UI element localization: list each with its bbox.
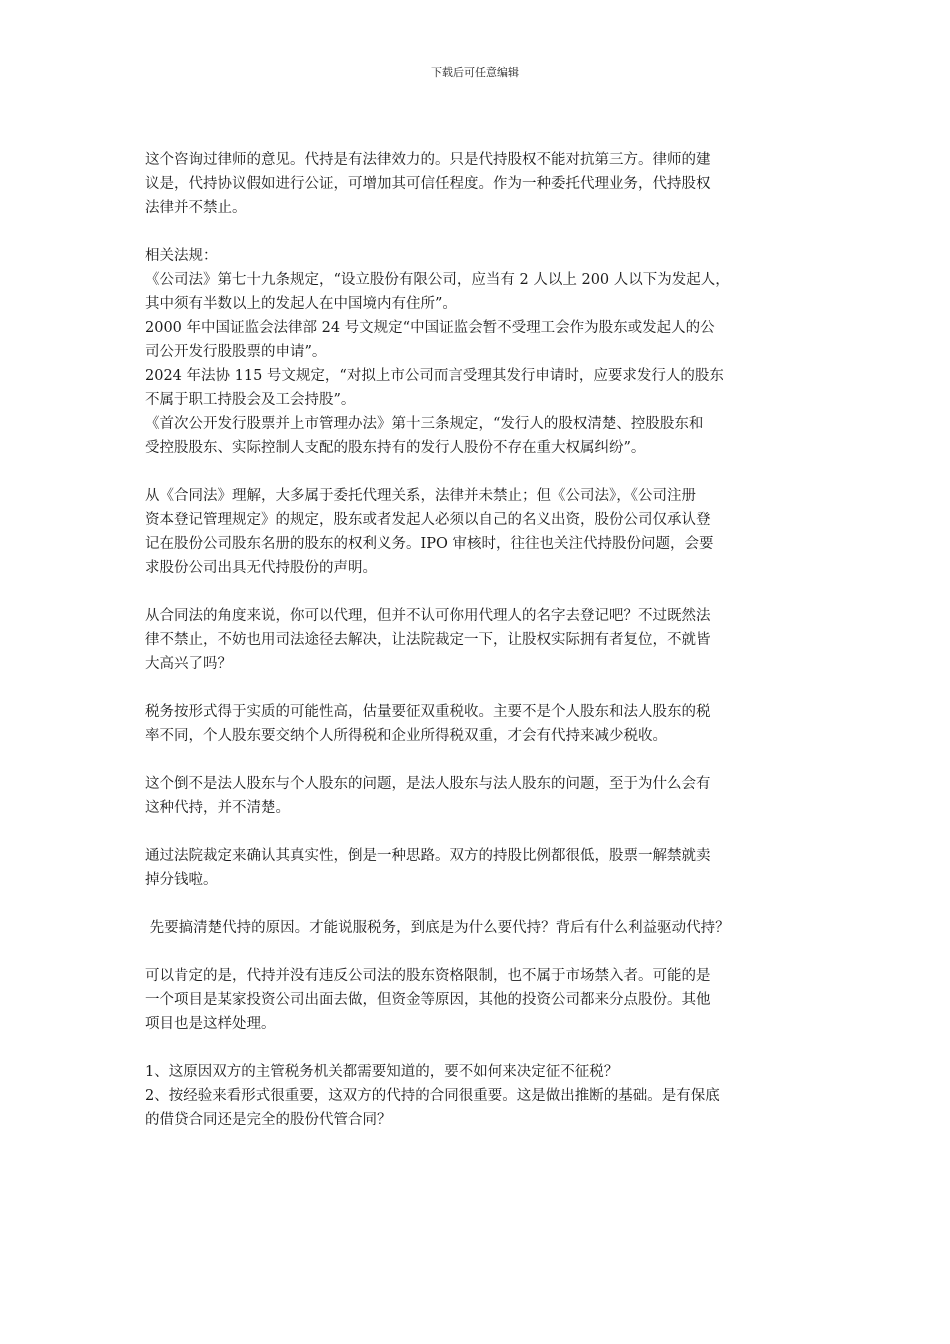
text-line: 从合同法的角度来说，你可以代理，但并不认可你用代理人的名字去登记吧？不过既然法 <box>145 608 711 624</box>
paragraph <box>145 844 815 892</box>
text-line: 这个咨询过律师的意见。代持是有法律效力的。只是代持股权不能对抗第三方。律师的建 <box>145 152 711 168</box>
text-line: 求股份公司出具无代持股份的声明。 <box>145 560 377 576</box>
text-line: 法律并不禁止。 <box>145 200 247 216</box>
text-line: 记在股份公司股东名册的股东的权利义务。IPO 审核时，往往也关注代持股份问题，会要 <box>145 536 714 552</box>
text-line: 议是，代持协议假如进行公证，可增加其可信任程度。作为一种委托代理业务，代持股权 <box>145 176 711 192</box>
paragraph <box>145 148 815 220</box>
text-line: 1、这原因双方的主管税务机关都需要知道的，要不如何来决定征不征税？ <box>145 1064 619 1080</box>
paragraph <box>145 964 815 1036</box>
text-line: 《首次公开发行股票并上市管理办法》第十三条规定，“发行人的股权清楚、控股股东和 <box>145 416 704 432</box>
text-line: 资本登记管理规定》的规定，股东或者发起人必须以自己的名义出资，股份公司仅承认登 <box>145 512 711 528</box>
text-line: 可以肯定的是，代持并没有违反公司法的股东资格限制，也不属于市场禁入者。可能的是 <box>145 968 711 984</box>
text-line: 2、按经验来看形式很重要，这双方的代持的合同很重要。这是做出推断的基础。是有保底 <box>145 1088 720 1104</box>
text-line: 司公开发行股股票的申请”。 <box>145 344 327 360</box>
text-line: 率不同，个人股东要交纳个人所得税和企业所得税双重，才会有代持来减少税收。 <box>145 728 667 744</box>
paragraph <box>145 484 815 580</box>
document-body <box>145 148 815 1132</box>
text-line: 这种代持，并不清楚。 <box>145 800 290 816</box>
text-line: 相关法规： <box>145 248 218 264</box>
paragraph <box>145 604 815 676</box>
text-line: 这个倒不是法人股东与个人股东的问题，是法人股东与法人股东的问题，至于为什么会有 <box>145 776 711 792</box>
text-line: 2024 年法协 115 号文规定，“对拟上市公司而言受理其发行申请时，应要求发行人的股东 <box>145 368 724 384</box>
paragraph <box>145 1060 815 1132</box>
text-line: 律不禁止，不妨也用司法途径去解决，让法院裁定一下，让股权实际拥有者复位，不就皆 <box>145 632 711 648</box>
paragraph <box>145 700 815 748</box>
text-line: 其中须有半数以上的发起人在中国境内有住所”。 <box>145 296 457 312</box>
text-line: 一个项目是某家投资公司出面去做，但资金等原因，其他的投资公司都来分点股份。其他 <box>145 992 711 1008</box>
text-line: 《公司法》第七十九条规定，“设立股份有限公司，应当有 2 人以上 200 人以下为发起人， <box>145 272 730 288</box>
text-line: 通过法院裁定来确认其真实性，倒是一种思路。双方的持股比例都很低，股票一解禁就卖 <box>145 848 711 864</box>
paragraph <box>145 916 815 940</box>
text-line: 项目也是这样处理。 <box>145 1016 276 1032</box>
text-line: 先要搞清楚代持的原因。才能说服税务，到底是为什么要代持？背后有什么利益驱动代持？ <box>145 920 730 936</box>
text-line: 税务按形式得于实质的可能性高，估量要征双重税收。主要不是个人股东和法人股东的税 <box>145 704 711 720</box>
page-header: 下载后可任意编辑 <box>431 66 519 79</box>
text-line: 的借贷合同还是完全的股份代管合同？ <box>145 1112 392 1128</box>
text-line: 大高兴了吗？ <box>145 656 232 672</box>
text-line: 从《合同法》理解，大多属于委托代理关系，法律并未禁止；但《公司法》，《公司注册 <box>145 488 696 504</box>
paragraph <box>145 772 815 820</box>
text-line: 2000 年中国证监会法律部 24 号文规定“中国证监会暂不受理工会作为股东或发起人的公 <box>145 320 715 336</box>
paragraph <box>145 244 815 460</box>
text-line: 不属于职工持股会及工会持股”。 <box>145 392 356 408</box>
text-line: 掉分钱啦。 <box>145 872 218 888</box>
text-line: 受控股股东、实际控制人支配的股东持有的发行人股份不存在重大权属纠纷”。 <box>145 440 646 456</box>
